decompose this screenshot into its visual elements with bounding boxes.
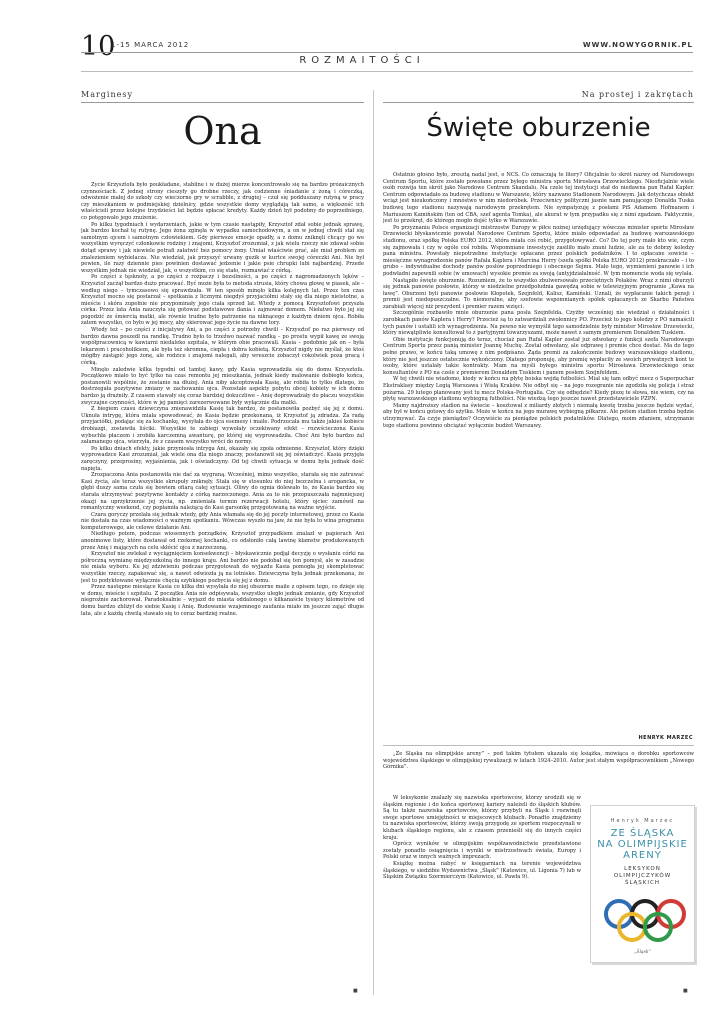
paragraph: Z biegiem czasu dziewczyna znienawidziła Kasię tak bardzo, że postanowiła pozbyć się jej z domu. Uknuła intrygę, która miała spowodować, że Kasia będzie przekonana, iż Krzysztof ją zdradza. Za radą przyjaciółki, podając się za kochankę, wysyłała do ojca esemesy i maile. Podrzucała mu także jakieś kobiece drobiazgi, zostawiła liściki. Wszystkie te zabiegi wywołały oczekiwany efekt – rozwścieczona Kasia wybuchła płaczem i zrobiła karczemną awanturę, po której się wyprowadziła. Choć Ani było bardzo żal załamanego ojca, wierzyła, że z czasem wszystko wróci do normy. [81, 406, 364, 446]
issue-date: 1-15 MARCA 2012 [111, 41, 190, 49]
left-article-title: Ona [183, 109, 262, 153]
book-cover-publisher: „Śląsk” [634, 950, 651, 955]
book-title-line: NA OLIMPIJSKIE [597, 839, 688, 850]
olympic-rings-icon [591, 896, 694, 944]
paragraph: Po przyznaniu Polsce organizacji mistrzostw Europy w piłce nożnej urzędujący wówczas minister sportu Mirosław Drzewiecki błyskawicznie powołał Narodowe Centrum Sportu, które miało odpowiadać za budowę warszawskiego stadionu, oraz spółkę Polska EURO 2012, która miała coś robić, przygotowywać. Co? Do tej pory mało kto wie, czym się zajmowała i czy w ogóle coś robiła. Wspomniane inwestycje zasiliło mało znani ludzie, ale za to dobrzy koledzy pana ministra. Powstały niepotrzebne instytucje opłacane przez polskich podatników. I to opłacane sowicie – miesięczne wynagrodzenie panów Rafała Kaplera i Marcina Herry (szefa spółki Polska EURO 2012) przekraczało – i to grubo – indywidualne dochody panów posłów poprzedniego i obecnego Sejmu. Mało tego, wymienieni panowie i ich podwładni zapewnili sobie (w umowach) wysokie premie za swoją (antyjdziałalność. W tym momencie woda się wylała. [383, 224, 694, 277]
paragraph: Zrozpaczona Ania postanowiła nie dać za wygraną. Wcześniej, mimo wszystko, starała się nie zatruwać Kasi życia, ale teraz wszystkie skrupuły zniknęły. Stała się w stosunku do niej bezczelna i arogancka, w głębi duszy sama czuła się bowiem ofiarą całej sytuacji. Oliwy do ognia dolewało to, że Kasia bardzo się starała utrzymywać pozytywne kontakty z córką narzeczonego. Ania za to nie przepuszczała najmniejszej okazji na uprzykrzenie jej życia, np. zmieniała termin rezerwacji hotelu, który ojciec zamówił na romantyczny weekend, czy poplamiła należącą do Kasi garsonkę przygotowaną na ważne wyjście. [81, 472, 364, 512]
masthead-rule [81, 52, 693, 53]
left-article-body [81, 182, 364, 997]
paragraph: Po kilku tygodniach i wydarzeniach, jakie w tym czasie nastąpiły, Krzysztof zdał sobie jednak sprawę, jak bardzo kochał tę rutynę. Jego żona zginęła w wypadku samochodowym, a on w jednej chwili stał się samotnym ojcem i samotnym człowiekiem. Gdy pierwsze emocje opadły, a z domu zniknęli chcący go we wszystkim wyręczyć członkowie rodziny i znajomi, Krzysztof zrozumiał, z jak wielu rzeczy nie zdawał sobie dotąd sprawy i jak niewiele potrafi załatwić bez pomocy żony. Umiał właściwie prać, ale miał problem ze znalezieniem wybielacza. Nie wiedział, jak przyszyć urwany guzik w kurtce swojej córeczki Ani. Nie był pewien, ile razy dziennie pies powinien dostawać jedzenie i jakie psie chrupki lubi najbardziej. Przede wszystkim jednak nie wiedział, jak, o wszystkim, co się stało, rozmawiać z córką. [81, 221, 364, 274]
author-signature: HENRYK MARZEC [638, 735, 693, 741]
book-note-body [383, 795, 581, 995]
paragraph: Niedługo potem, podczas wiosennych porządków, Krzysztof przypadkiem znalazł w papierach Ani anonimowe listy, które dostawał od rzekomej kochanki, co odsłoniło całą lawinę kłamstw produkowanych przez Anię i mających na celu skłócić ojca z narzeczoną. [81, 531, 364, 551]
paragraph: W leksykonie znalazły się nazwiska sportowców, którzy urodzili się w śląskim regionie i do końca sportowej kariery należeli do śląskich klubów. Są tu także nazwiska sportowców, którzy przybyli na Śląsk i rozwinęli swoje sportowe umiejętności w miejscowych klubach. Ponadto znajdziemy tu nazwiska sportowców, którzy swoją przygodę ze sportem rozpoczynali w klubach śląskiego regionu, ale z czasem przenieśli się do innych części kraju. [383, 795, 581, 841]
right-article-body [383, 172, 694, 738]
paragraph: Minęło zaledwie kilka tygodni od tamtej kawy, gdy Kasia wprowadziła się do domu Krzysztofa. Początkowo miało to być tylko na czas remontu jej mieszkania, jednak kiedy malowanie dobiegło końca, postanowili wspólnie, że zostanie na dłużej. Ania niby akceptowała Kasię, ale robiła to tylko dlatego, że dostrzegała pozytywne zmiany w zachowaniu ojca. Pozostałe aspekty pobytu obcej kobiety w ich domu bardzo ją drażniły. Z czasem stawały się coraz bardziej dokuczliwe – Anię doprowadzały do płaczu wszystkie zwyczajne czynności, które w jej pamięci zarezerwowane były wyłącznie dla matki. [81, 366, 364, 406]
book-subtitle-line: OLIMPIJCZYKÓW [613, 873, 672, 879]
paragraph: Wtedy też – po części z inicjatywy Ani, a po części z potrzeby chwili – Krzysztof po raz pierwszy od bardzo dawna poszedł na randkę. Trudno było to trzeźwo nazwać randką – po prostu wypił kawę ze swoją współpracownicą w kawiarni niedaleko szpitala, w którym obie pracowali. Kasia – podobnie jak on – była lekarzem i pracoholikiem, ale była też skromna, ciepła i dobra kobietą. Krzysztof nigdy nie myślał, że ktoś mógłby zastąpić jego żonę, ale rodzice i znajomi nalegali, aby wreszcie zobaczył cokolwiek poza pracą i córką. [81, 327, 364, 367]
right-end-mark: ■ [683, 988, 688, 994]
column-divider [373, 90, 374, 995]
book-cover-image [590, 805, 695, 963]
paragraph: Szczególnie rozbawiło mnie oburzenie pana posła Szejnfelda. Czyżby wcześniej nie wiedział o działalności i zarobkach panów Kaplera i Herry? Przecież są to zatwardziali zwolennicy PO. Przecież to jego koledzy z PO namaścili tych panów i ustalili ich wynagrodzenia. Na pewno nie wymyślił tego samodzielnie były minister Mirosław Drzewiecki, który niewątpliwie konsultował to z partyjnymi towarzyszami, może nawet z samym premierem Donaldem Tuskiem. [383, 310, 694, 337]
book-title-line: ZE ŚLĄSKA [610, 828, 675, 839]
paragraph: Życie Krzysztofa było poukładane, stabilne i w dużej mierze koncentrowało się na bardzo prozaicznych czynnościach. Z jednej strony cieszyły go drobne rzeczy, jak codzienne śniadanie z żoną i córeczką, odwożenie małej do szkoły czy wieczorne gry w scrabble, z drugiej – czuł się podduszany rutyną w pracy czy mieszkaniem w podmiejskiej dzielnicy, gdzie wszystkie domy wyglądają tak samo, a większość ich właścicieli przez kolejne trzydzieści lat będzie spłacać kredyty. Każdy dzień był podobny do poprzedniego, co potęgowało jego znużenie. [81, 182, 364, 221]
paragraph: Oprócz wyników w olimpijskim współzawodnictwie przedstawione zostały ponadto osiągnięcia i wyniki w mistrzostwach świata, Europy i Polski oraz w innych ważnych imprezach. [383, 841, 581, 861]
website-url[interactable]: WWW.NOWYGORNIK.PL [582, 41, 693, 49]
paragraph: Przez następne miesiące Kasia co kilka dni wysyłała do niej obszerne maile z opisem tego, co dzieje się w domu, mieście i szpitalu. Z początku Ania nie odpisywała, wszystko uległo jednak zmianie, gdy Krzysztof niegroźnie zachorował. Paradoksalnie – wyjazd do miasta oddalonego o kilkanaście tysięcy kilometrów od domu bardzo zbliżył do siebie Kasię i Anię. Budowanie wzajemnego zaufania miało im jeszcze zająć długie lata, ale z każdą chwilą stawało się to coraz bardziej realne. [81, 584, 364, 617]
paragraph: Książkę można nabyć w księgarniach na terenie województwa śląskiego, w siedzibie Wydawnictwa „Śląsk” (Katowice, ul. Ligonia 7) lub w Śląskim Związku Szermierczym (Katowice, ul. Pawła 9). [383, 860, 581, 881]
paragraph: Nastąpiło święte oburzenie. Rozumiem, że to wszystko zbulwersowało przeciętnych Polaków. Wraz z nimi oburzyli się jednak panowie posłowie, którzy w niedzielne przedpołudnia gawędzą sobie w telewizyjnym programie „Kawa na ławę”. Oburzeni byli panowie posłowie Kłopotek, Szejnfeld, Kalisz, Kamiński. Uznali, że wypłacanie takich pensji i premii jest niedopuszczalne. To niemoralne, aby szefowie wspomnianych spółek opłacanych ze Skarbu Państwa zarabiali więcej niż prezydent i premier razem wzięci. [383, 277, 694, 310]
paragraph: Mamy najdroższy stadion na świecie – kosztował z miliardy złotych i niemałą kwotę trzeba jeszcze będzie wydać, aby był w końcu gotowy do użytku. Może w końcu na jego murawę wybiegną piłkarze. Ale potem stadion trzeba będzie utrzymywać. Za czyje pieniądze? Oczywiście za pieniądze polskich podatników. Dlatego, moim zdaniem, utrzymanie tego stadionu powinno obciążać wyłącznie budżet Warszawy. [383, 402, 694, 429]
paragraph: Po części z tęsknoty, a po części z rozpaczy i bezsilności, a po części z nagromadzonych lęków – Krzysztof zaczął bardzo dużo pracować. Być może była to metoda strusia, który chowa głowę w piasek, ale – według niego – tymczasowo się sprawdzała. W ten sposób minęło kilka kolejnych lat. Przez ten czas Krzysztof mocno się postarzał – spotkania z licznymi niegdyś przyjaciółmi stały się dla niego nieistotne, a mieście i skóra zupełnie nie przypominały jego ciała sprzed lat. Wtedy z pomocą Krzysztofowi przyszła córka. Przez lata Ania nauczyła się gotować podstawowe dania i zajmować domem. Niełatwo było jej się pogodzić ze śmiercią matki, ale równie trudne było patrzenie na niknącego z każdym dniem ojca. Robiła zatem wszystko, co było w jej mocy, aby skierować jego życie na dawne tory. [81, 274, 364, 327]
paragraph: W tej chwili nie wiadomo, kiedy w końcu na płytę boiska wejdą futboliści. Miał się tam odbyć mecz o Superpuchar Ekstraklasy między Legią Warszawa i Wisłą Kraków. Nie odbył się – na jego rozegranie nie zgodziła się policja i straż pożarna. 29 lutego planowany jest tu mecz Polska–Portugalia. Czy się odbędzie? Kiedy piszę te słowa, nie wiem, czy na płytę warszawskiego stadionu wybiegną futboliści. Nie wiedzą tego jeszcze nawet przedstawiciele PZPN. [383, 376, 694, 403]
left-rubric-rule [81, 102, 364, 103]
paragraph: Krzysztof nie zwlekał z wyciągnięciem konsekwencji – błyskawicznie podjął decyzję o wysłaniu córki na półroczną wymianę międzyszkolną do innego kraju. Ani bardzo nie podobał się ten pomysł, ale w zasadzie nie miała wyboru. Ku jej zdziwieniu podczas przygotowań do wyjazdu Kasia pomogła jej skompletować wszystkie rzeczy, zapakować się, a nawet odwiozła ją na lotnisko. Dziewczyna była jednak przekonana, że jest to podyktowane wyłącznie chęcią szybkiego pozbycia się jej z domu. [81, 551, 364, 584]
page-number: 10 [81, 31, 116, 62]
right-article-title: Święte oburzenie [426, 113, 651, 143]
right-rubric-label: Na prostej i zakrętach [581, 90, 694, 99]
book-note-rule [383, 745, 694, 746]
left-rubric [81, 90, 364, 103]
paragraph: Obie instytucje funkcjonują do teraz, chociaż pan Rafał Kapler został już odwołany z funkcji szefa Narodowego Centrum Sportu przez panią minister Joannę Muchę. Został odwołany, ale odprawę i premie chce dostać. Ma do tego pełne prawo, w końcu taką umowę z nim podpisano. Żąda premii za zakończenie budowy warszawskiego stadionu, który nie jest jeszcze ostatecznie wykończony. Dlatego proponuję, aby premię wypłaciły ze swoich prywatnych kont te osoby, które ustalały takie kontrakty. Mam na myśli byłego ministra sportu Mirosława Drzewieckiego oraz konsultantów z PO na czele z premierem Donaldem Tuskiem i panem posłem Szejnfeldem. [383, 336, 694, 376]
paragraph: „Ze Śląska na olimpijskie areny” – pod takim tytułem ukazała się książka, mówiąca o dorobku sportowców województwa śląskiego w olimpijskiej rywalizacji w latach 1924–2010. Autor jest stałym współpracownikiem „Nowego Górnika”. [383, 751, 694, 771]
book-subtitle-line: ŚLĄSKICH [624, 880, 660, 886]
book-title-line: ARENY [623, 850, 662, 861]
section-rule [81, 71, 693, 72]
left-end-mark: ■ [353, 988, 358, 994]
left-rubric-label: Marginesy [81, 90, 133, 99]
right-rubric-rule [383, 102, 694, 103]
paragraph: Czara goryczy przelała się jednak wtedy, gdy Ania włamała się do jej poczty internetowej, przez co Kasia nie dostała na czas wiadomości o ważnym spotkaniu. Wówczas wyszło na jaw, że nie była to wina programu komputerowego, ale celowe działanie Ani. [81, 511, 364, 531]
book-cover-subtitle [591, 866, 694, 887]
book-note-intro [383, 751, 694, 795]
paragraph: Ostatnio głośno było, zresztą nadal jest, o NCS. Co oznaczają te litery? Oficjalnie to skrót nazwy od Narodowego Centrum Sportu, które zostało powołane przez byłego ministra sportu Mirosława Drzewieckiego. Nieoficjalnie wiele osób rozwija ten skrót jako Narodowe Centrum Skandalu. Na czele tej instytucji stał do niedawna pan Rafał Kapler. Centrum odpowiadało za budowę stadionu w Warszawie, który nazwano Stadionem Narodowym. Jak dotychczas obiekt wciąż jest nieukończony i mnóstwo w nim niedoróbek. Przeciwnicy polityczni jasnie nam panującego Donalda Tuska budowę tego stadionu nazywają narodowym przekrętem. Nie sympatyzuję z posłami PiS Adamem Hofmanem i Mariuszem Kamińskim (ten od CBA, szef agenta Tomka), ale akurat w tym przypadku się z nimi zgadzam. Faktycznie, jest to przekręt, do którego mogło dojść tylko w Warszawie. [383, 172, 694, 225]
book-cover-title [591, 828, 694, 861]
paragraph: Po kilku dniach efekty, jakie przyniosła intryga Ani, okazały się zgoła odmienne. Krzysztof, który dzięki wyprowadzce Kasi zrozumiał, jak wiele ona dla niego znaczy, postanowił się jej oświadczyć. Kasia przyjęła zaręczyny, przeprosiny, wyjaśnienia, jak i oświadczyny. Od tej chwili sytuacja w domu była jednak dość napięta. [81, 445, 364, 472]
book-subtitle-line: LEKSYKON [624, 866, 661, 872]
right-rubric [383, 90, 694, 103]
section-title: ROZMAITOŚCI [299, 55, 425, 66]
book-cover-author: Henryk Marzec [610, 818, 675, 824]
